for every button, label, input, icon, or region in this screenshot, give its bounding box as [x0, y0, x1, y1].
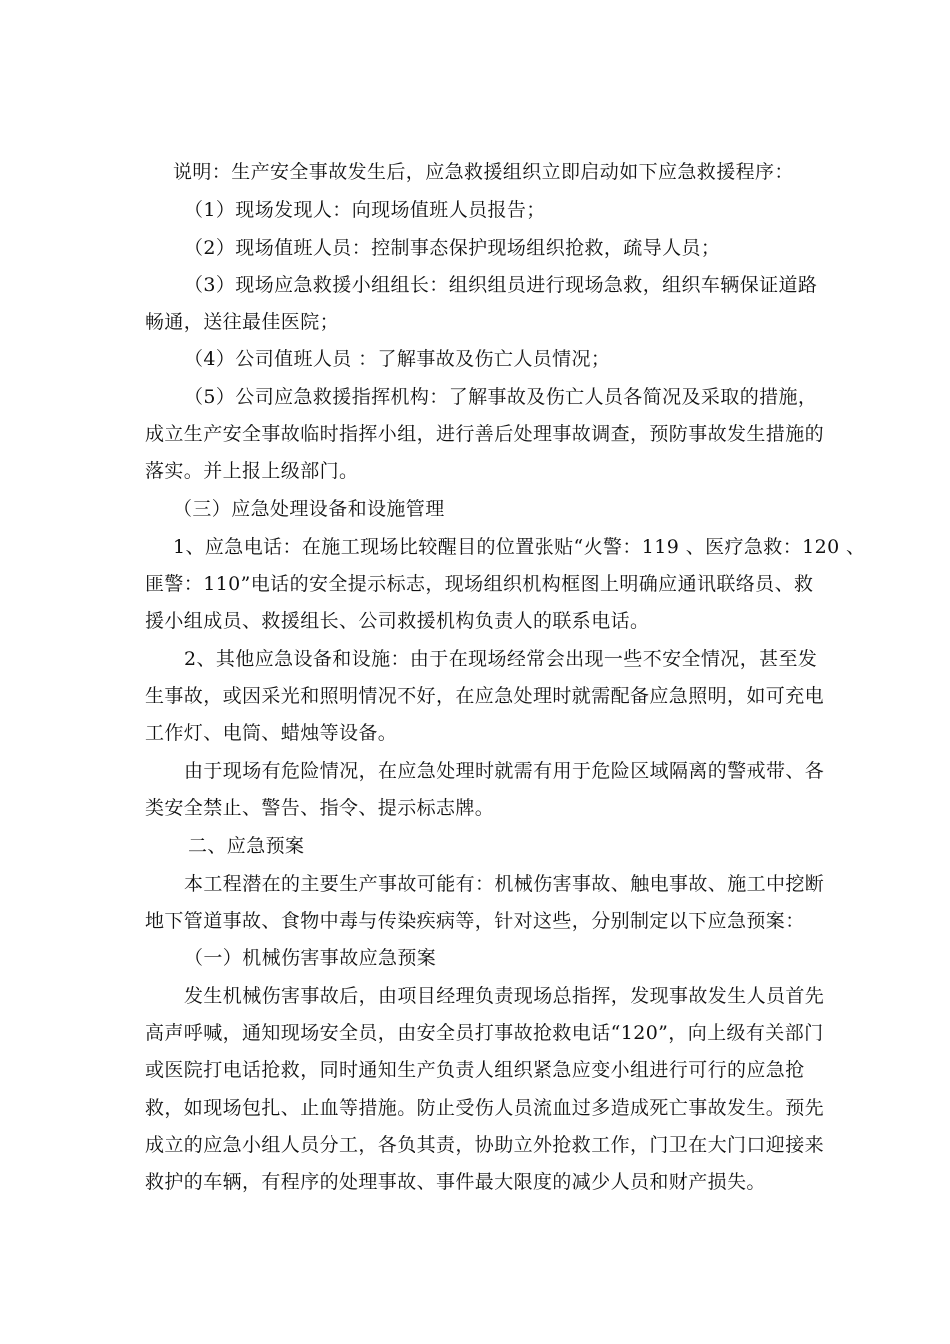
hazard-paragraph: 由于现场有危险情况，在应急处理时就需有用于危险区域隔离的警戒带、各	[184, 760, 825, 782]
mechanical-injury-paragraph-cont: 成立的应急小组人员分工，各负其责，协助立外抢救工作，门卫在大门口迎接来	[145, 1134, 825, 1156]
procedure-step-5: （5）公司应急救援指挥机构：了解事故及伤亡人员各简况及采取的措施，	[184, 386, 818, 408]
other-equipment-paragraph-cont: 工作灯、电筒、蜡烛等设备。	[145, 722, 398, 744]
procedure-step-3-cont: 畅通，送往最佳医院；	[145, 311, 340, 333]
procedure-step-2: （2）现场值班人员：控制事态保护现场组织抢救，疏导人员；	[184, 237, 721, 259]
hazard-paragraph-cont: 类安全禁止、警告、指令、提示标志牌。	[145, 797, 495, 819]
other-equipment-paragraph: 2、其他应急设备和设施：由于在现场经常会出现一些不安全情况，甚至发	[184, 648, 818, 670]
emergency-phone-paragraph-cont: 援小组成员、救援组长、公司救援机构负责人的联系电话。	[145, 610, 650, 632]
mechanical-injury-paragraph-cont: 高声呼喊，通知现场安全员，由安全员打事故抢救电话“120”，向上级有关部门	[145, 1022, 824, 1044]
emergency-phone-paragraph-cont: 匪警：110”电话的安全提示标志，现场组织机构框图上明确应通讯联络员、救	[145, 573, 814, 595]
other-equipment-paragraph-cont: 生事故，或因采光和照明情况不好，在应急处理时就需配备应急照明，如可充电	[145, 685, 825, 707]
procedure-step-1: （1）现场发现人：向现场值班人员报告；	[184, 199, 546, 221]
potential-accidents-paragraph: 本工程潜在的主要生产事故可能有：机械伤害事故、触电事故、施工中挖断	[184, 873, 825, 895]
procedure-step-5-cont: 落实。并上报上级部门。	[145, 460, 359, 482]
intro-paragraph: 说明：生产安全事故发生后，应急救援组织立即启动如下应急救援程序：	[173, 161, 794, 183]
mechanical-injury-paragraph-cont: 救护的车辆，有程序的处理事故、事件最大限度的减少人员和财产损失。	[145, 1171, 766, 1193]
mechanical-injury-paragraph-cont: 救，如现场包扎、止血等措施。防止受伤人员流血过多造成死亡事故发生。预先	[145, 1097, 825, 1119]
mechanical-injury-paragraph-cont: 或医院打电话抢救，同时通知生产负责人组织紧急应变小组进行可行的应急抢	[145, 1059, 805, 1081]
section-heading-emergency-plan: 二、应急预案	[188, 835, 305, 857]
procedure-step-4: （4）公司值班人员 ：了解事故及伤亡人员情况；	[184, 348, 611, 370]
mechanical-injury-paragraph: 发生机械伤害事故后，由项目经理负责现场总指挥，发现事故发生人员首先	[184, 985, 825, 1007]
subsection-heading-mechanical-injury: （一）机械伤害事故应急预案	[184, 947, 437, 969]
potential-accidents-paragraph-cont: 地下管道事故、食物中毒与传染疾病等，针对这些，分别制定以下应急预案：	[145, 910, 805, 932]
procedure-step-5-cont: 成立生产安全事故临时指挥小组，进行善后处理事故调查，预防事故发生措施的	[145, 423, 825, 445]
procedure-step-3: （3）现场应急救援小组组长：组织组员进行现场急救，组织车辆保证道路	[184, 274, 818, 296]
section-heading-equipment: （三）应急处理设备和设施管理	[173, 498, 445, 520]
emergency-phone-paragraph: 1、应急电话：在施工现场比较醒目的位置张贴“火警：119 、医疗急救：120 、	[173, 536, 866, 558]
